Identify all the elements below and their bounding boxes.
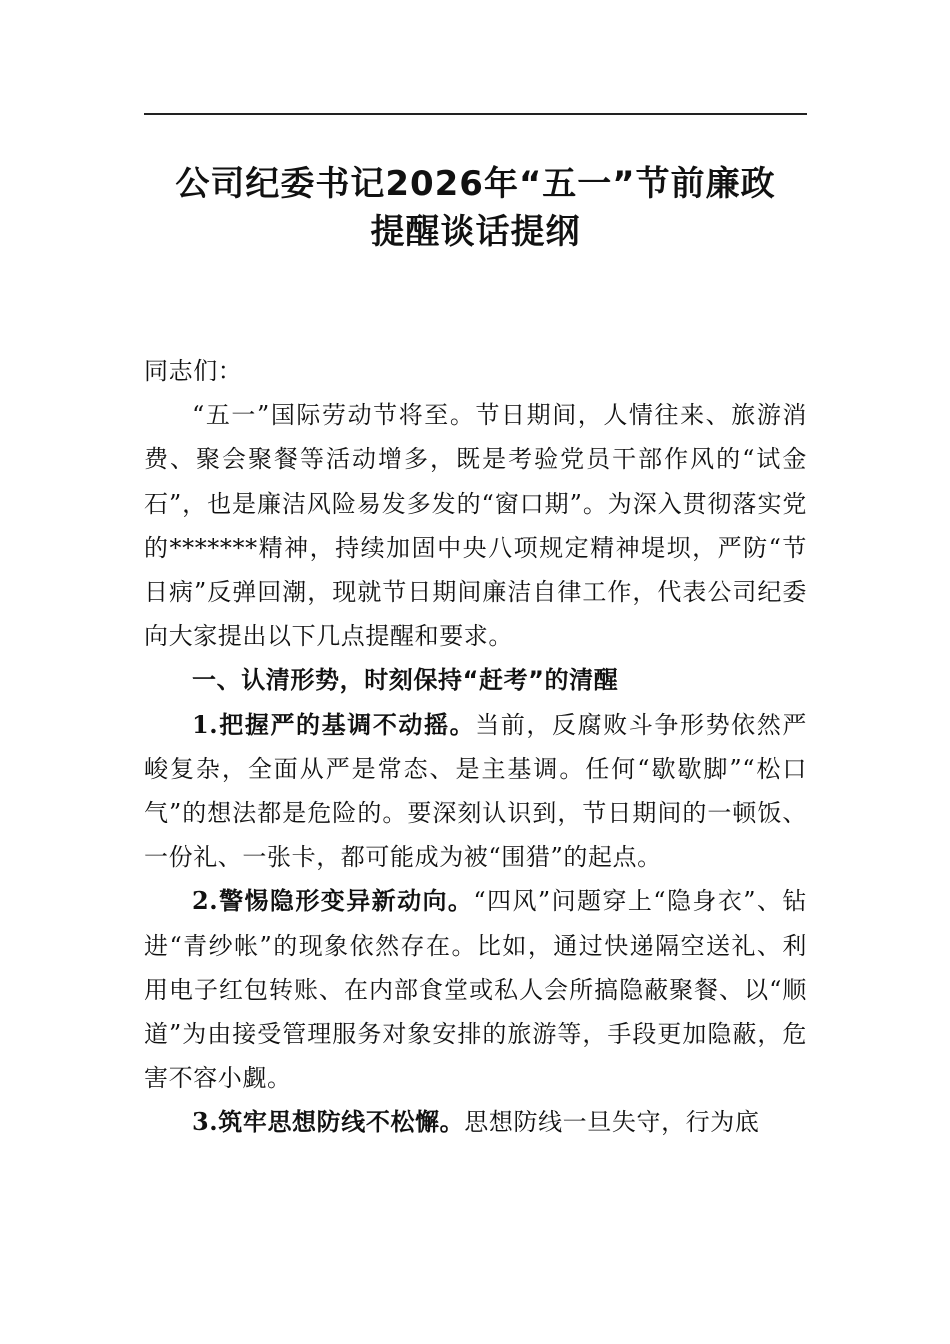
title-line-2: 提醒谈话提纲 bbox=[370, 212, 581, 252]
item-lead: 1.把握严的基调不动摇。 bbox=[192, 709, 476, 739]
item-lead: 2.警惕隐形变异新动向。 bbox=[192, 886, 474, 916]
document-title bbox=[144, 160, 807, 256]
section-heading-1: 一、认清形势，时刻保持“赶考”的清醒 bbox=[192, 666, 619, 695]
item-lead: 3.筑牢思想防线不松懈。 bbox=[192, 1107, 465, 1137]
item-text: “四风”问题穿上“隐身衣”、钻进“青纱帐”的现象依然存在。比如，通过快递隔空送礼、利用电子红包转账、在内部食堂或私人会所搞隐蔽聚餐、以“顺道”为由接受管理服务对象安排的旅游等，手段更加隐蔽，危害不容小觑。 bbox=[144, 887, 807, 1093]
item-text: 思想防线一旦失守，行为底 bbox=[464, 1108, 760, 1137]
title-line-1: 公司纪委书记2026年“五一”节前廉政 bbox=[175, 164, 776, 204]
document-body bbox=[144, 349, 807, 1145]
intro-paragraph: “五一”国际劳动节将至。节日期间，人情往来、旅游消费、聚会聚餐等活动增多，既是考验党员干部作风的“试金石”，也是廉洁风险易发多发的“窗口期”。为深入贯彻落实党的*******精神，持续加固中央八项规定精神堤坝，严防“节日病”反弹回潮，现就节日期间廉洁自律工作，代表公司纪委向大家提出以下几点提醒和要求。 bbox=[144, 401, 807, 651]
list-item bbox=[144, 1100, 807, 1144]
item-text: 当前，反腐败斗争形势依然严峻复杂，全面从严是常态、是主基调。任何“歇歇脚”“松口气”的想法都是危险的。要深刻认识到，节日期间的一顿饭、一份礼、一张卡，都可能成为被“围猎”的起点。 bbox=[144, 710, 807, 872]
salutation: 同志们： bbox=[144, 357, 243, 385]
header-rule bbox=[144, 113, 807, 115]
list-item bbox=[144, 703, 807, 880]
list-item bbox=[144, 879, 807, 1100]
